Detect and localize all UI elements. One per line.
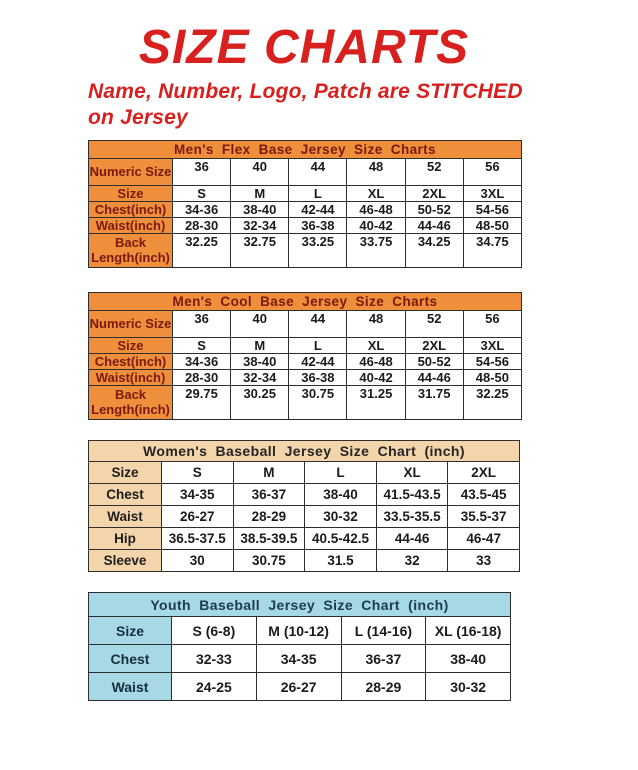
size-cell: 2XL — [448, 462, 520, 484]
table-title: Youth Baseball Jersey Size Chart (inch) — [89, 593, 511, 617]
size-cell: 32-34 — [231, 218, 289, 234]
table-row — [89, 159, 522, 186]
size-cell: 36.5-37.5 — [162, 528, 234, 550]
size-cell: 3XL — [463, 186, 521, 202]
size-cell: 30.25 — [231, 386, 289, 420]
size-cell: 28-30 — [173, 370, 231, 386]
size-cell: 44-46 — [376, 528, 448, 550]
table-row — [89, 218, 522, 234]
size-cell: L (14-16) — [341, 617, 426, 645]
size-cell: S (6-8) — [172, 617, 257, 645]
size-cell: 44-46 — [405, 370, 463, 386]
row-label: Sleeve — [89, 550, 162, 572]
size-cell: 42-44 — [289, 202, 347, 218]
size-cell: 48 — [347, 311, 405, 338]
size-cell: S — [162, 462, 234, 484]
size-cell: 36-37 — [233, 484, 305, 506]
size-cell: 54-56 — [463, 354, 521, 370]
size-cell: 36-37 — [341, 645, 426, 673]
size-cell: 32.25 — [463, 386, 521, 420]
row-label: Waist(inch) — [89, 218, 173, 234]
size-cell: 54-56 — [463, 202, 521, 218]
size-cell: 35.5-37 — [448, 506, 520, 528]
size-cell: 28-30 — [173, 218, 231, 234]
size-cell: 52 — [405, 159, 463, 186]
size-cell: 32-34 — [231, 370, 289, 386]
row-label: Size — [89, 462, 162, 484]
size-cell: 40 — [231, 311, 289, 338]
size-cell: S — [173, 186, 231, 202]
size-cell: 34.25 — [405, 234, 463, 268]
size-cell: 40 — [231, 159, 289, 186]
mens-flex-base-size-table — [88, 140, 522, 268]
size-cell: 48-50 — [463, 370, 521, 386]
size-cell: 30-32 — [426, 673, 511, 701]
row-label: Size — [89, 186, 173, 202]
size-cell: L — [289, 338, 347, 354]
size-cell: 33.5-35.5 — [376, 506, 448, 528]
size-cell: XL — [347, 338, 405, 354]
page-subtitle: Name, Number, Logo, Patch are STITCHED on Jersey — [88, 80, 523, 129]
youth-baseball-size-table — [88, 592, 511, 701]
size-cell: 32.25 — [173, 234, 231, 268]
size-cell: 30-32 — [305, 506, 377, 528]
size-cell: 50-52 — [405, 202, 463, 218]
size-cell: 56 — [463, 311, 521, 338]
page-title: SIZE CHARTS — [138, 21, 470, 74]
table-title: Women's Baseball Jersey Size Chart (inch) — [89, 441, 520, 462]
size-cell: 34.75 — [463, 234, 521, 268]
womens-baseball-size-table — [88, 440, 520, 572]
table-row — [89, 550, 520, 572]
table-row — [89, 617, 511, 645]
size-cell: 48 — [347, 159, 405, 186]
size-cell: 38-40 — [305, 484, 377, 506]
size-cell: 31.5 — [305, 550, 377, 572]
size-cell: 33.25 — [289, 234, 347, 268]
size-cell: 26-27 — [256, 673, 341, 701]
row-label: Chest(inch) — [89, 354, 173, 370]
row-label: Waist — [89, 673, 172, 701]
size-cell: M — [233, 462, 305, 484]
size-cell: M — [231, 186, 289, 202]
table-row — [89, 528, 520, 550]
size-cell: 32-33 — [172, 645, 257, 673]
table-row — [89, 354, 522, 370]
size-cell: 52 — [405, 311, 463, 338]
size-cell: 36-38 — [289, 370, 347, 386]
table-row — [89, 186, 522, 202]
table-row — [89, 462, 520, 484]
size-cell: L — [305, 462, 377, 484]
size-cell: 34-35 — [256, 645, 341, 673]
size-cell: 30 — [162, 550, 234, 572]
table-row — [89, 311, 522, 338]
row-label: Numeric Size — [89, 159, 173, 186]
size-cell: 34-36 — [173, 354, 231, 370]
size-cell: 46-47 — [448, 528, 520, 550]
size-cell: 31.75 — [405, 386, 463, 420]
size-cell: 40.5-42.5 — [305, 528, 377, 550]
size-cell: 40-42 — [347, 218, 405, 234]
size-cell: 36-38 — [289, 218, 347, 234]
row-label: Chest — [89, 645, 172, 673]
size-cell: 36 — [173, 311, 231, 338]
size-cell: 33.75 — [347, 234, 405, 268]
size-cell: L — [289, 186, 347, 202]
size-cell: 44 — [289, 311, 347, 338]
size-cell: 28-29 — [341, 673, 426, 701]
table-title: Men's Flex Base Jersey Size Charts — [89, 141, 522, 159]
size-cell: XL — [347, 186, 405, 202]
size-cell: 40-42 — [347, 370, 405, 386]
size-cell: 38-40 — [231, 354, 289, 370]
mens-cool-base-size-table — [88, 292, 522, 420]
table-row — [89, 506, 520, 528]
row-label: Numeric Size — [89, 311, 173, 338]
table-row — [89, 484, 520, 506]
size-cell: 3XL — [463, 338, 521, 354]
size-cell: 32 — [376, 550, 448, 572]
size-cell: 34-36 — [173, 202, 231, 218]
row-label: Back Length(inch) — [89, 234, 173, 268]
size-cell: M — [231, 338, 289, 354]
size-cell: 2XL — [405, 338, 463, 354]
table-row — [89, 370, 522, 386]
size-cell: 44-46 — [405, 218, 463, 234]
size-cell: 30.75 — [289, 386, 347, 420]
size-cell: S — [173, 338, 231, 354]
size-cell: XL — [376, 462, 448, 484]
size-cell: 46-48 — [347, 354, 405, 370]
size-cell: 32.75 — [231, 234, 289, 268]
size-cell: 48-50 — [463, 218, 521, 234]
size-cell: XL (16-18) — [426, 617, 511, 645]
row-label: Size — [89, 617, 172, 645]
size-cell: M (10-12) — [256, 617, 341, 645]
size-cell: 46-48 — [347, 202, 405, 218]
size-cell: 38.5-39.5 — [233, 528, 305, 550]
row-label: Waist(inch) — [89, 370, 173, 386]
size-cell: 31.25 — [347, 386, 405, 420]
size-cell: 56 — [463, 159, 521, 186]
size-cell: 44 — [289, 159, 347, 186]
size-cell: 36 — [173, 159, 231, 186]
table-row — [89, 234, 522, 268]
size-cell: 38-40 — [426, 645, 511, 673]
table-row — [89, 202, 522, 218]
row-label: Hip — [89, 528, 162, 550]
size-cell: 28-29 — [233, 506, 305, 528]
size-cell: 43.5-45 — [448, 484, 520, 506]
table-row — [89, 673, 511, 701]
size-cell: 50-52 — [405, 354, 463, 370]
row-label: Chest(inch) — [89, 202, 173, 218]
size-cell: 33 — [448, 550, 520, 572]
row-label: Back Length(inch) — [89, 386, 173, 420]
size-cell: 41.5-43.5 — [376, 484, 448, 506]
size-cell: 34-35 — [162, 484, 234, 506]
size-cell: 38-40 — [231, 202, 289, 218]
row-label: Waist — [89, 506, 162, 528]
row-label: Chest — [89, 484, 162, 506]
size-cell: 26-27 — [162, 506, 234, 528]
size-cell: 24-25 — [172, 673, 257, 701]
table-row — [89, 338, 522, 354]
size-cell: 30.75 — [233, 550, 305, 572]
table-title: Men's Cool Base Jersey Size Charts — [89, 293, 522, 311]
table-row — [89, 386, 522, 420]
table-row — [89, 645, 511, 673]
size-cell: 42-44 — [289, 354, 347, 370]
size-cell: 2XL — [405, 186, 463, 202]
size-cell: 29.75 — [173, 386, 231, 420]
row-label: Size — [89, 338, 173, 354]
